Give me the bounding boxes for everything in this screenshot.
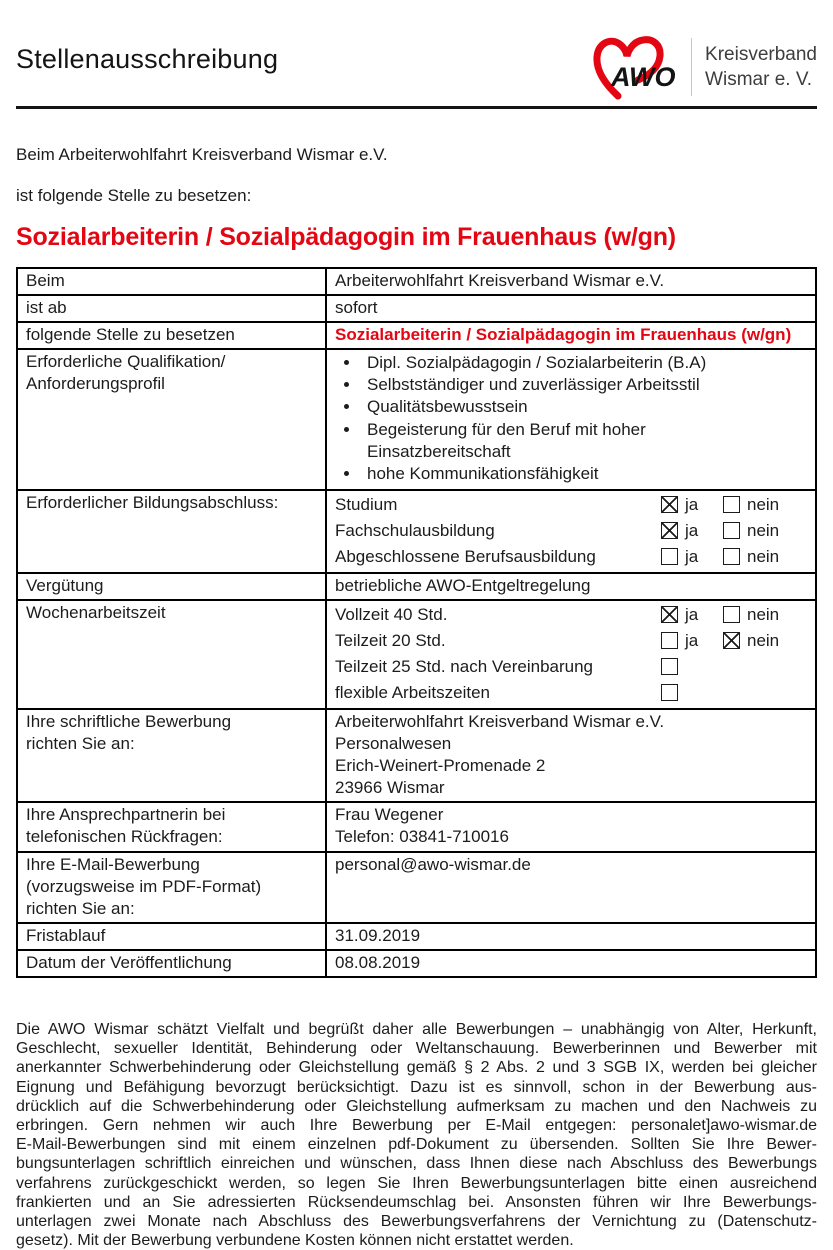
checkbox-line-text: Studium xyxy=(335,494,398,514)
row-value-job-title: Sozialarbeiterin / Sozialpädagogin im Frauenhaus (w/gn) xyxy=(326,322,816,349)
bullet-item: • hohe Kommunikationsfähigkeit xyxy=(361,463,733,485)
row-label-line: Ihre Ansprechpartnerin bei xyxy=(26,805,226,825)
footer-line: Die AWO Wismar schätzt Vielfalt und begrüßt daher alle Bewerbungen – unabhängig von Alter, Herkunft, xyxy=(16,1020,817,1038)
footer-line: anerkannter Schwerbehinderung oder Gleichstellung gemäß § 2 Abs. 2 und 3 SGB IX, werden bei gleicher xyxy=(16,1059,817,1077)
row-value-education xyxy=(326,490,816,573)
row-label xyxy=(17,802,326,851)
checkbox-line-vollzeit xyxy=(335,602,807,628)
table-row xyxy=(17,950,816,977)
row-label-line: telefonischen Rückfragen: xyxy=(26,827,223,847)
checkbox-line-text: Teilzeit 20 Std. xyxy=(335,630,446,650)
row-value-working-hours xyxy=(326,600,816,709)
table-row-qualification xyxy=(17,349,816,490)
row-value-contact xyxy=(326,802,816,851)
studium-ja-checkbox xyxy=(661,496,678,513)
row-label: folgende Stelle zu besetzen xyxy=(17,322,326,349)
checkbox-line-teilzeit25 xyxy=(335,654,807,680)
row-value-deadline: 31.09.2019 xyxy=(326,923,816,950)
address-line: 23966 Wismar xyxy=(335,778,445,798)
berufsausbildung-ja-checkbox xyxy=(661,548,678,565)
row-label: ist ab xyxy=(17,295,326,322)
contact-line: Telefon: 03841-710016 xyxy=(335,827,509,847)
row-label-line: (vorzugsweise im PDF-Format) xyxy=(26,876,262,896)
nein-label: nein xyxy=(747,604,780,624)
footer-line: verfahrens zurückgeschickt werden, so legen Sie Ihren Bewerbungsunterlagen bitte einen ausreichend xyxy=(16,1174,817,1192)
address-line: Personalwesen xyxy=(335,734,452,754)
teilzeit20-ja-checkbox xyxy=(661,632,678,649)
studium-nein-checkbox xyxy=(723,496,740,513)
teilzeit20-nein-checkbox xyxy=(723,632,740,649)
footer-line: bungsunterlagen schriftlich einreichen und wünschen, dass Ihnen diese nach Abschluss des Bewerbungs xyxy=(16,1155,817,1173)
vollzeit-nein-checkbox xyxy=(723,606,740,623)
vollzeit-ja-checkbox xyxy=(661,606,678,623)
bullet-item: • Selbstständiger und zuverlässiger Arbeitsstil xyxy=(361,374,733,396)
checkbox-line-flexibel xyxy=(335,680,807,706)
ja-label: ja xyxy=(685,520,699,540)
table-row xyxy=(17,573,816,600)
document-header xyxy=(16,28,817,100)
org-name xyxy=(705,42,817,92)
table-row xyxy=(17,923,816,950)
nein-label: nein xyxy=(747,494,780,514)
svg-text:AWO: AWO xyxy=(611,62,676,92)
row-value-address xyxy=(326,709,816,802)
address-line: Erich-Weinert-Promenade 2 xyxy=(335,756,546,776)
nein-label: nein xyxy=(747,546,780,566)
job-details-table xyxy=(16,267,817,978)
row-value: Arbeiterwohlfahrt Kreisverband Wismar e.V. xyxy=(326,268,816,295)
flexibel-checkbox xyxy=(661,684,678,701)
table-row xyxy=(17,268,816,295)
footer-line: drücklich auf die Schwerbehinderung oder Gleichstellung aufmerksam zu machen und den Nachweis zu xyxy=(16,1097,817,1115)
awo-heart-icon xyxy=(592,30,678,104)
teilzeit25-checkbox xyxy=(661,658,678,675)
row-label-line: richten Sie an: xyxy=(26,734,135,754)
table-row-postal-application xyxy=(17,709,816,802)
row-label xyxy=(17,709,326,802)
intro-line-2: ist folgende Stelle zu besetzen: xyxy=(16,186,252,205)
table-row-contact-person xyxy=(17,802,816,851)
table-row-working-hours xyxy=(17,600,816,709)
checkbox-line-text: Abgeschlossene Berufsausbildung xyxy=(335,546,596,566)
org-name-line1: Kreisverband xyxy=(705,44,817,65)
checkbox-line-fachschule xyxy=(335,518,807,544)
org-name-line2: Wismar e. V. xyxy=(705,69,813,90)
ja-label: ja xyxy=(685,630,699,650)
ja-label: ja xyxy=(685,604,699,624)
row-label xyxy=(17,852,326,923)
row-label: Vergütung xyxy=(17,573,326,600)
row-value-email: personal@awo-wismar.de xyxy=(326,852,816,923)
row-label: Datum der Veröffentlichung xyxy=(17,950,326,977)
row-label: Beim xyxy=(17,268,326,295)
footer-paragraph xyxy=(16,1020,817,1250)
footer-line: frankierten und an Sie adressierten Rücksendeumschlag bei. Ansonsten führen wir Ihre Bewerbungs- xyxy=(16,1193,817,1211)
row-label-line: richten Sie an: xyxy=(26,898,135,918)
checkbox-line-text: flexible Arbeitszeiten xyxy=(335,682,490,702)
footer-line: unterlagen zwei Monate nach Abschluss des Bewerbungsverfahrens der Vernichtung zu (Datenschutz- xyxy=(16,1213,817,1230)
bullet-item: • Qualitätsbewusstsein xyxy=(361,396,733,418)
intro-line-1: Beim Arbeiterwohlfahrt Kreisverband Wismar e.V. xyxy=(16,145,388,164)
nein-label: nein xyxy=(747,630,780,650)
address-line: Arbeiterwohlfahrt Kreisverband Wismar e.V. xyxy=(335,711,665,731)
table-row xyxy=(17,295,816,322)
row-label-line: Ihre schriftliche Bewerbung xyxy=(26,711,232,731)
berufsausbildung-nein-checkbox xyxy=(723,548,740,565)
checkbox-line-text: Fachschulausbildung xyxy=(335,520,495,540)
table-row-email-application xyxy=(17,852,816,923)
contact-line: Frau Wegener xyxy=(335,805,444,825)
row-value-publication-date: 08.08.2019 xyxy=(326,950,816,977)
fachschule-ja-checkbox xyxy=(661,522,678,539)
row-label: Erforderlicher Bildungsabschluss: xyxy=(17,490,326,573)
row-value-qualification xyxy=(326,349,816,490)
footer-line: Eignung und Befähigung bevorzugt berücksichtigt. Dazu ist es sinnvoll, schon in der Bewerbung aus- xyxy=(16,1078,817,1096)
table-row xyxy=(17,322,816,349)
job-title-headline: Sozialarbeiterin / Sozialpädagogin im Frauenhaus (w/gn) xyxy=(16,223,676,251)
checkbox-line-teilzeit20 xyxy=(335,628,807,654)
ja-label: ja xyxy=(685,494,699,514)
bullet-item: • Begeisterung für den Beruf mit hoher Einsatzbereitschaft xyxy=(361,419,733,463)
checkbox-line-berufsausbildung xyxy=(335,544,807,570)
footer-line: E-Mail-Bewerbungen sind mit einem einzelnen pdf-Dokument zu übersenden. Sollten Sie Ihre Bewer- xyxy=(16,1136,817,1154)
logo-divider xyxy=(691,38,692,96)
row-label: Wochenarbeitszeit xyxy=(17,600,326,709)
row-value: sofort xyxy=(326,295,816,322)
footer-line: gesetz). Mit der Bewerbung verbundene Kosten können nicht erstattet werden. xyxy=(16,1232,574,1250)
checkbox-line-studium xyxy=(335,492,807,518)
row-label-line: Anforderungsprofil xyxy=(26,374,165,394)
bullet-item: • Dipl. Sozialpädagogin / Sozialarbeiterin (B.A) xyxy=(361,352,733,374)
header-rule xyxy=(16,106,817,109)
checkbox-line-text: Teilzeit 25 Std. nach Vereinbarung xyxy=(335,656,594,676)
row-value: betriebliche AWO-Entgeltregelung xyxy=(326,573,816,600)
qualification-bullet-list xyxy=(335,352,807,485)
page-title: Stellenausschreibung xyxy=(16,44,279,74)
table-row-education xyxy=(17,490,816,573)
footer-line: erbringen. Gern nehmen wir auch Ihre Bewerbung per E-Mail entgegen: personalet]awo-wismar.de xyxy=(16,1116,817,1134)
footer-line: Geschlecht, sexueller Identität, Behinderung oder Weltanschauung. Bewerberinnen und Bewerber mit xyxy=(16,1040,817,1058)
fachschule-nein-checkbox xyxy=(723,522,740,539)
checkbox-line-text: Vollzeit 40 Std. xyxy=(335,604,448,624)
ja-label: ja xyxy=(685,546,699,566)
row-label: Fristablauf xyxy=(17,923,326,950)
nein-label: nein xyxy=(747,520,780,540)
row-label-line: Ihre E-Mail-Bewerbung xyxy=(26,854,200,874)
awo-logo xyxy=(592,30,817,104)
row-label xyxy=(17,349,326,490)
row-label-line: Erforderliche Qualifikation/ xyxy=(26,352,226,372)
